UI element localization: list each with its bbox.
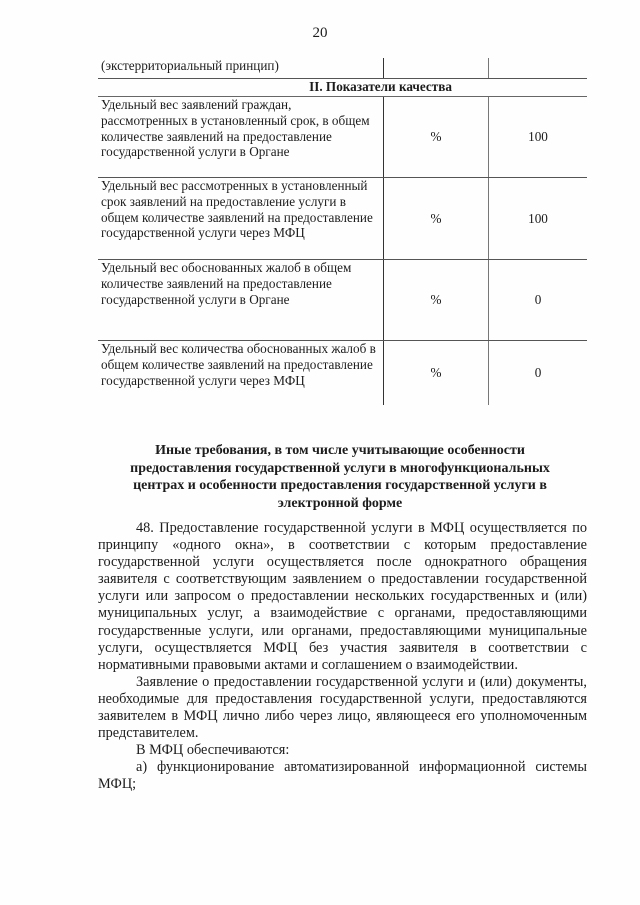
paragraph: 48. Предоставление государственной услуги в МФЦ осуществляется по принципу «одного окна», в соответствии с которым предоставление государственной услуги осуществляется после однократного обращения заявителя с соответствующим заявлением о предоставлении государственной услуги или запросом о предоставлении нескольких государственных и (или) муниципальных услуг, а взаимодействие с органами, предоставляющими государственные услуги, или органами, предоставляющими муниципальные услуги, осуществляется МФЦ без участия заявителя в соответствии с нормативными правовыми актами и соглашением о взаимодействии.: [98, 520, 587, 673]
section-title: II. Показатели качества: [98, 79, 587, 97]
paragraph: В МФЦ обеспечиваются:: [136, 742, 290, 759]
paragraph: а) функционирование автоматизированной информационной системы МФЦ;: [98, 759, 587, 793]
indicator-name: Удельный вес количества обоснованных жалоб в общем количестве заявлений на предоставление государственной услуги через МФЦ: [98, 341, 384, 406]
paragraph: Заявление о предоставлении государственной услуги и (или) документы, необходимые для предоставления государственной услуги, предоставляются заявителем в МФЦ лично либо через лицо, являющееся его уполномоченным представителем.: [98, 673, 587, 742]
indicator-value: [489, 58, 588, 79]
indicator-value: 0: [534, 365, 542, 381]
indicator-unit: %: [384, 341, 489, 406]
indicator-name: Удельный вес рассмотренных в установленный срок заявлений на предоставление услуги в общем количестве заявлений на предоставление государственной услуги через МФЦ: [98, 178, 384, 260]
table-row: [98, 58, 587, 79]
indicator-unit: [384, 58, 489, 79]
quality-indicators-table: [98, 58, 587, 405]
indicator-value: 100: [489, 97, 588, 178]
table-row: [98, 341, 587, 406]
indicator-name: Удельный вес обоснованных жалоб в общем количестве заявлений на предоставление государственной услуги в Органе: [98, 260, 384, 341]
table-section-header: [98, 79, 587, 97]
indicator-unit: %: [384, 178, 489, 260]
indicator-name: Удельный вес заявлений граждан, рассмотренных в установленный срок, в общем количестве заявлений на предоставление государственной услуги в Органе: [98, 97, 384, 178]
indicator-value: 100: [489, 178, 588, 260]
table-row: [98, 178, 587, 260]
indicator-unit: %: [384, 97, 489, 178]
document-body: [98, 520, 587, 794]
indicator-value: 0: [489, 260, 588, 341]
section-heading: Иные требования, в том числе учитывающие особенности предоставления государственной услуги в многофункциональных центрах и особенности предоставления государственной услуги в электронной форме: [130, 443, 550, 511]
page-number: 20: [312, 25, 328, 41]
indicator-name: (экстерриториальный принцип): [98, 58, 384, 79]
table-row: [98, 97, 587, 178]
indicator-unit: %: [384, 260, 489, 341]
table-row: [98, 260, 587, 341]
